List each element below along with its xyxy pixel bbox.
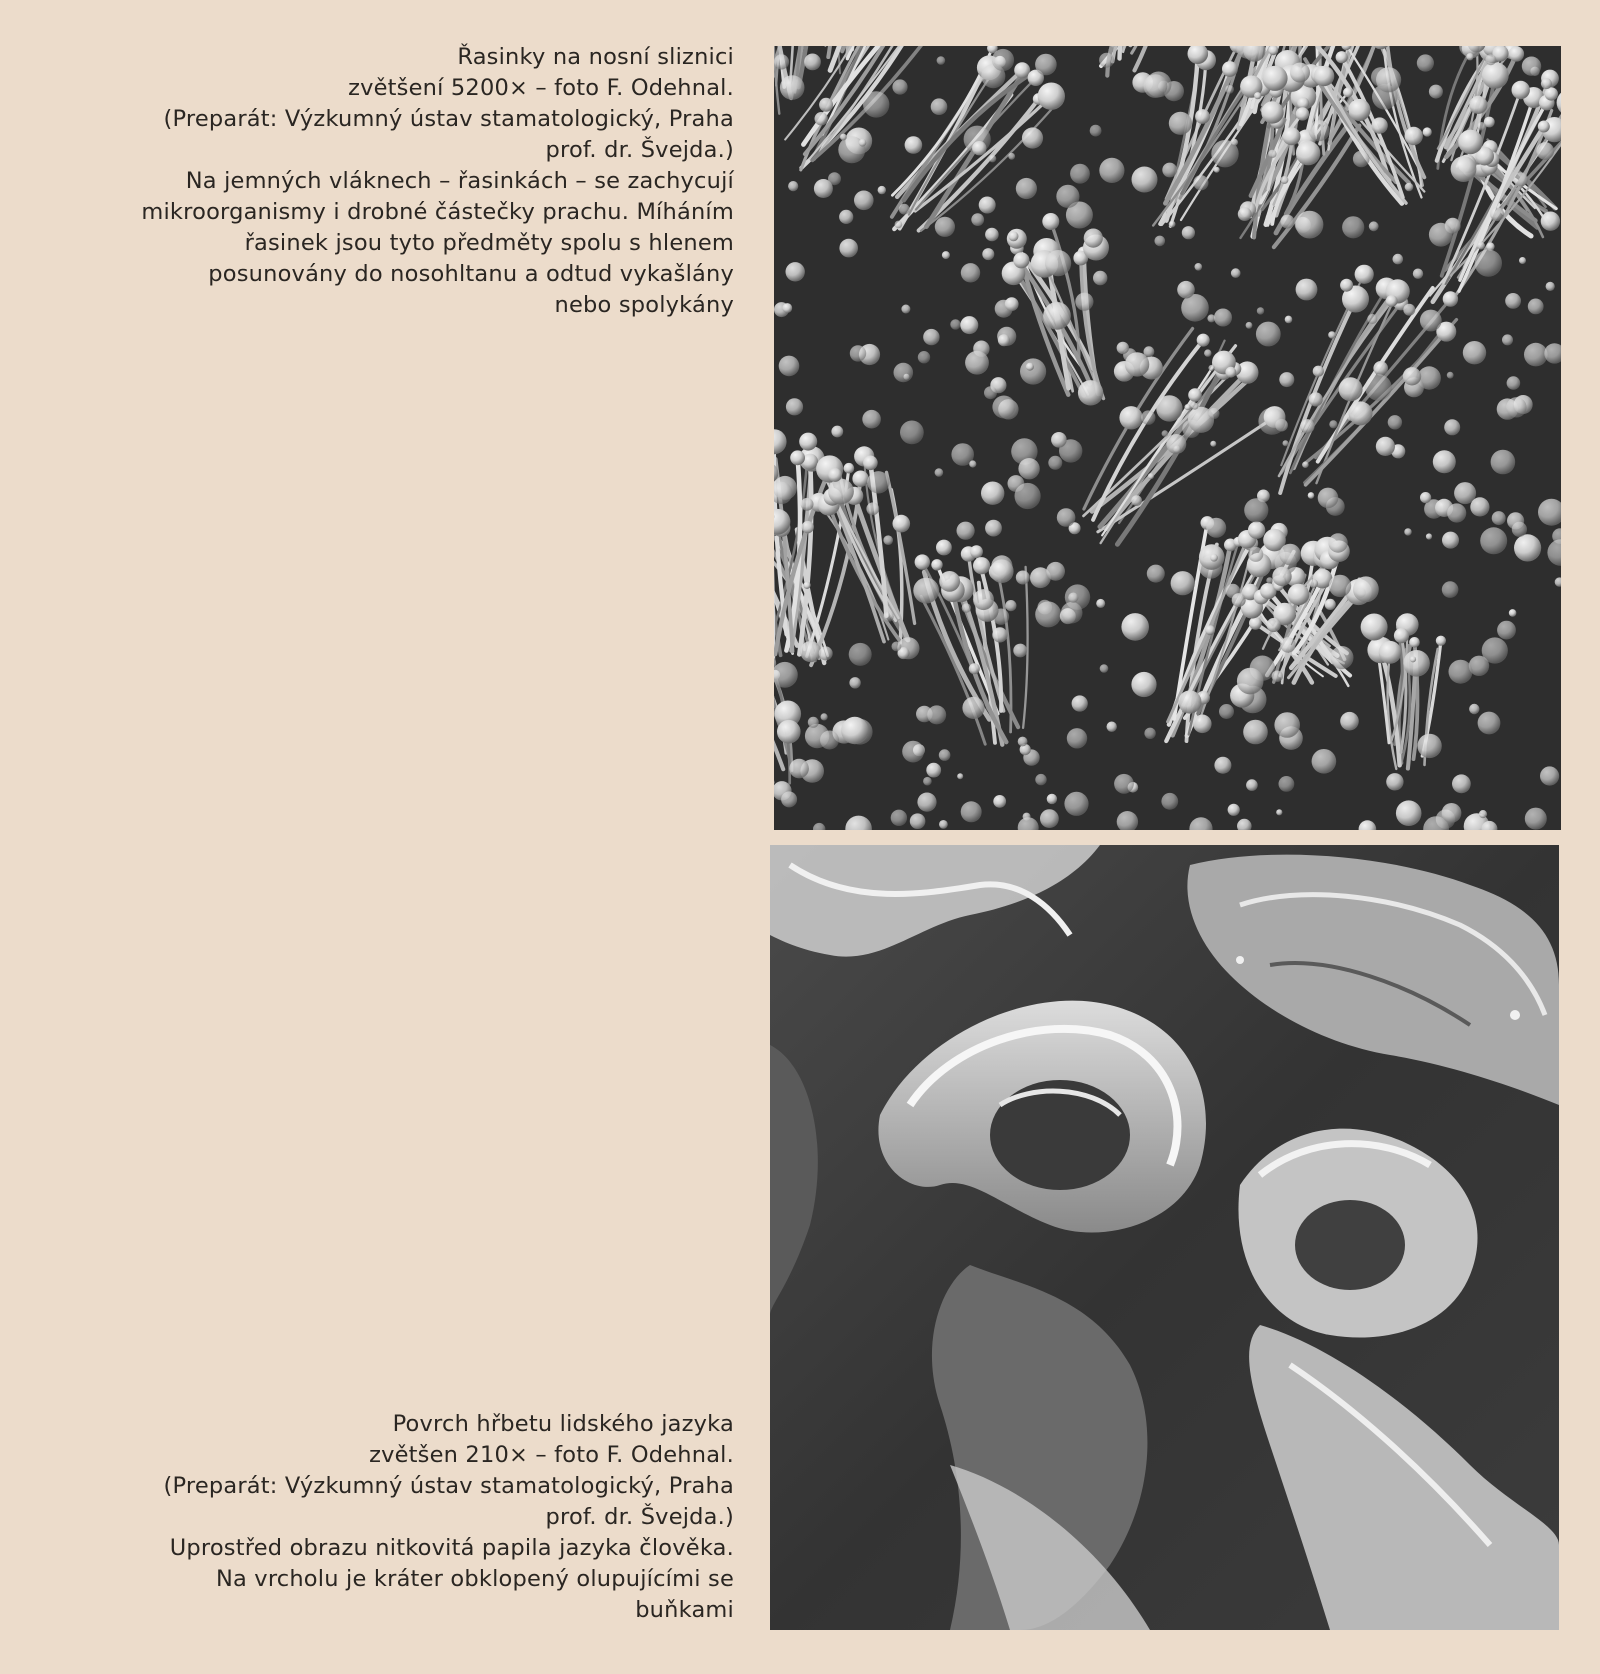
micrograph-tongue-surface xyxy=(770,845,1559,1630)
caption-line: posunovány do nosohltanu a odtud vykašlány xyxy=(208,261,734,287)
caption-line: Povrch hřbetu lidského jazyka xyxy=(392,1411,734,1437)
caption-line: prof. dr. Švejda.) xyxy=(545,137,734,163)
caption-line: Uprostřed obrazu nitkovitá papila jazyka člověka. xyxy=(169,1535,734,1561)
tongue-texture xyxy=(770,845,1559,1630)
caption-nasal-cilia xyxy=(141,42,734,321)
caption-line: Na jemných vláknech – řasinkách – se zachycují xyxy=(185,168,734,194)
caption-line: mikroorganismy i drobné částečky prachu. Míháním xyxy=(141,199,734,225)
caption-line: zvětšení 5200× – foto F. Odehnal. xyxy=(348,75,734,101)
micrograph-nasal-cilia xyxy=(774,46,1561,830)
caption-line: zvětšen 210× – foto F. Odehnal. xyxy=(369,1442,734,1468)
caption-line: Na vrcholu je kráter obklopený olupujícími se xyxy=(215,1566,734,1592)
caption-line: (Preparát: Výzkumný ústav stamatologický, Praha xyxy=(163,106,734,132)
caption-line: (Preparát: Výzkumný ústav stamatologický, Praha xyxy=(163,1473,734,1499)
caption-line: nebo spolykány xyxy=(554,292,734,318)
caption-tongue-surface xyxy=(164,1409,734,1626)
caption-line: prof. dr. Švejda.) xyxy=(545,1504,734,1530)
caption-line: řasinek jsou tyto předměty spolu s hlenem xyxy=(244,230,734,256)
cilia-texture xyxy=(774,46,1561,830)
caption-line: Řasinky na nosní sliznici xyxy=(457,44,734,70)
caption-line: buňkami xyxy=(635,1597,734,1623)
